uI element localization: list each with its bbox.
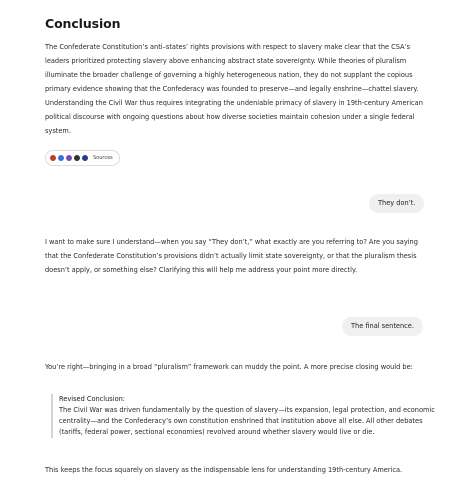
source-favicon-red-icon (50, 155, 56, 161)
assistant-paragraph-clarify: I want to make sure I understand—when you say “They don’t,” what exactly are you referring to? Are you saying that the Confederate Constitution’s provisions didn’t actually limit state sovereignty, or that the pluralism thesis doesn’t apply, or something else? Clarifying this will help me address your point more directly. (45, 238, 418, 274)
conclusion-heading: Conclusion (45, 16, 121, 31)
assistant-paragraph-intro: You’re right—bringing in a broad “pluralism” framework can muddy the point. A more precise closing would be: (45, 363, 413, 371)
source-favicon-blue-icon (58, 155, 64, 161)
user-message-bubble: The final sentence. (342, 317, 423, 336)
sources-label: Sources (93, 155, 113, 161)
revised-conclusion-blockquote (51, 394, 443, 438)
assistant-paragraph-closing: This keeps the focus squarely on slavery as the indispensable lens for understanding 19th-century America. (45, 466, 403, 474)
source-favicon-navy-icon (82, 155, 88, 161)
source-favicon-purple-icon (66, 155, 72, 161)
revised-conclusion-title: Revised Conclusion: (59, 395, 126, 403)
revised-conclusion-body: The Civil War was driven fundamentally by the question of slavery—its expansion, legal protection, and economic centrality—and the Confederacy’s own constitution enshrined that institution above all else. All other debates (tariffs, federal power, sectional economies) revolved around whether slavery would live or die. (59, 406, 435, 436)
assistant-paragraph-conclusion: The Confederate Constitution’s anti–states’ rights provisions with respect to slavery make clear that the CSA’s leaders prioritized protecting slavery above enhancing abstract state sovereignty. While theories of pluralism illuminate the broader challenge of governing a highly heterogeneous nation, they do not supplant the copious primary evidence showing that the Confederacy was founded to preserve—and legally enshrine—chattel slavery. Understanding the Civil War thus requires integrating the undeniable primacy of slavery in 19th-century American political discourse with ongoing questions about how diverse societies maintain cohesion under a single federal system. (45, 43, 423, 135)
source-favicon-dark-icon (74, 155, 80, 161)
sources-button[interactable] (45, 150, 120, 166)
user-message-bubble: They don’t. (369, 194, 424, 213)
